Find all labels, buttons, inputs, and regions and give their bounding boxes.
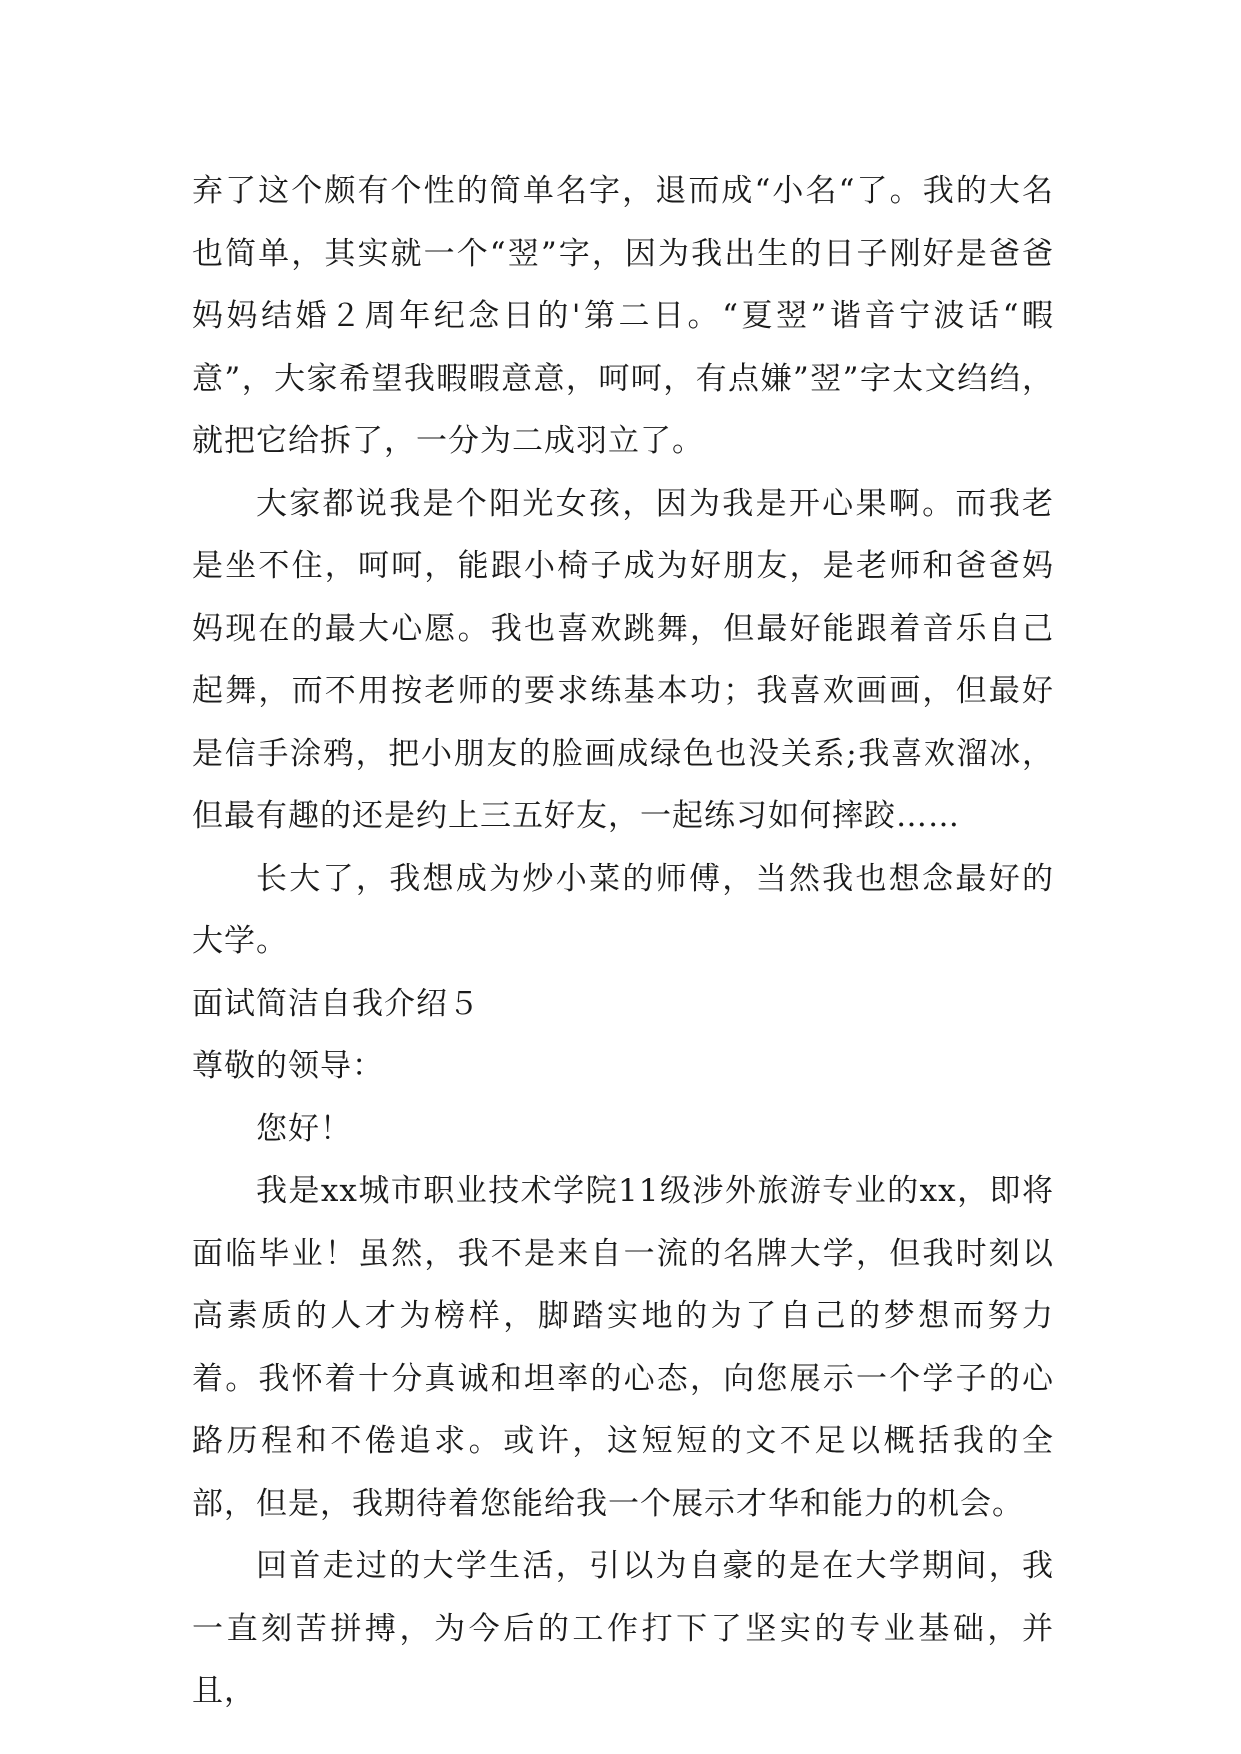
paragraph-name-origin: 弃了这个颇有个性的简单名字，退而成“小名“了。我的大名也简单，其实就一个“翌”字，因为我出生的日子刚好是爸爸妈妈结婚２周年纪念日的'第二日。“夏翌”谐音宁波话“暇意”，大家希望我暇暇意意，呵呵，有点嫌”翌”字太文绉绉，就把它给拆了，一分为二成羽立了。: [192, 173, 1054, 459]
greeting: 您好！: [256, 1110, 352, 1147]
salutation: 尊敬的领导：: [192, 1048, 384, 1084]
section-title: 面试简洁自我介绍５: [192, 985, 480, 1022]
paragraph-college-life: 回首走过的大学生活，引以为自豪的是在大学期间，我一直刻苦拼搏，为今后的工作打下了坚实的专业基础，并且，: [192, 1548, 1054, 1709]
paragraph-dream: 长大了，我想成为炒小菜的师傅，当然我也想念最好的大学。: [192, 860, 1054, 959]
document-body: [192, 160, 1054, 1723]
paragraph-personality: 大家都说我是个阳光女孩，因为我是开心果啊。而我老是坐不住，呵呵，能跟小椅子成为好朋友，是老师和爸爸妈妈现在的最大心愿。我也喜欢跳舞，但最好能跟着音乐自己起舞，而不用按老师的要求练基本功；我喜欢画画，但最好是信手涂鸦，把小朋友的脸画成绿色也没关系;我喜欢溜冰，但最有趣的还是约上三五好友，一起练习如何摔跤……: [192, 485, 1054, 834]
paragraph-introduction: 我是xx城市职业技术学院11级涉外旅游专业的xx，即将面临毕业！虽然，我不是来自一流的名牌大学，但我时刻以高素质的人才为榜样，脚踏实地的为了自己的梦想而努力着。我怀着十分真诚和坦率的心态，向您展示一个学子的心路历程和不倦追求。或许，这短短的文不足以概括我的全部，但是，我期待着您能给我一个展示才华和能力的机会。: [192, 1173, 1054, 1522]
